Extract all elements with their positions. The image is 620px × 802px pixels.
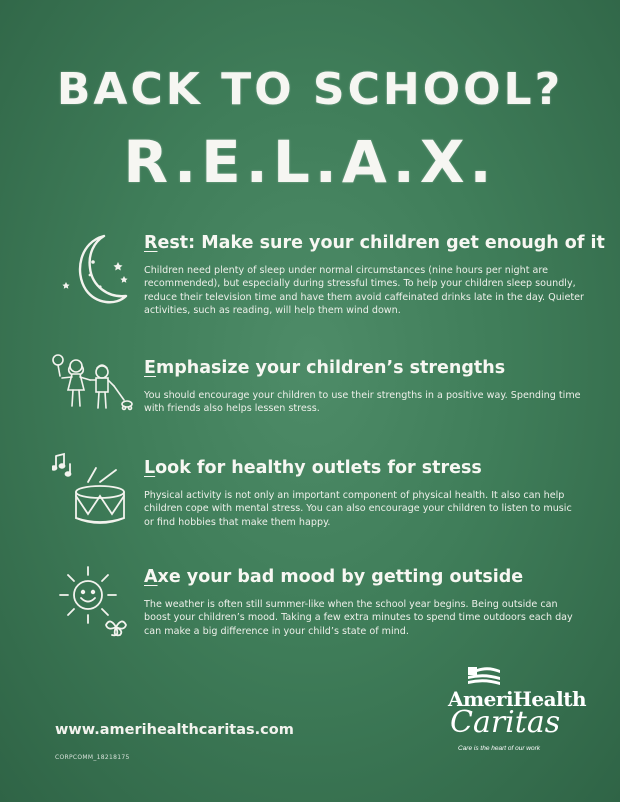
flag-icon <box>466 665 502 689</box>
section-heading <box>144 233 605 253</box>
logo-tagline: Care is the heart of our work <box>458 745 541 752</box>
moon-stars-icon <box>60 232 138 314</box>
logo-name-secondary: Caritas <box>450 705 561 740</box>
logo-name-primary: AmeriHealth <box>448 687 586 711</box>
section-body: The weather is often still summer-like when the school year begins. Being outside can boost your children’s mood. Taking a few extra minutes to spend time outdoors each day can make a big difference in your child’s state of mind. <box>144 599 573 637</box>
section-axe <box>144 567 584 638</box>
section-body: Physical activity is not only an important component of physical health. It also can help children cope with mental stress. You can also encourage your children to listen to music or find hobbies that make them happy. <box>144 490 572 528</box>
poster-title: BACK TO SCHOOL? <box>56 64 564 115</box>
section-look <box>144 458 584 529</box>
section-rest <box>144 233 605 318</box>
section-heading-text: mphasize your children’s strengths <box>155 358 506 378</box>
section-heading <box>144 567 584 587</box>
section-heading <box>144 358 584 378</box>
section-letter: R <box>144 233 158 253</box>
section-heading-text: xe your bad mood by getting outside <box>157 567 524 587</box>
children-playing-icon <box>50 352 136 416</box>
document-code: CORPCOMM_18218175 <box>55 754 130 761</box>
website-link[interactable]: www.amerihealthcaritas.com <box>55 722 294 738</box>
sun-butterfly-icon <box>50 563 134 639</box>
section-heading-text: ook for healthy outlets for stress <box>155 458 482 478</box>
section-heading-text: est: Make sure your children get enough of it <box>157 233 605 253</box>
section-body: You should encourage your children to use their strengths in a positive way. Spending time with friends also helps lessen stress. <box>144 390 581 415</box>
section-heading <box>144 458 584 478</box>
section-body: Children need plenty of sleep under normal circumstances (nine hours per night are recommended), but especially during stressful times. To help your children sleep soundly, reduce their television time and have them avoid caffeinated drinks late in the day. Quieter activities, such as reading, will help them wind down. <box>144 265 584 317</box>
poster-acronym: R.E.L.A.X. <box>123 128 497 196</box>
section-emphasize <box>144 358 584 416</box>
section-letter: A <box>144 567 158 587</box>
drum-music-icon <box>52 452 132 532</box>
section-letter: L <box>144 458 156 478</box>
section-letter: E <box>144 358 156 378</box>
